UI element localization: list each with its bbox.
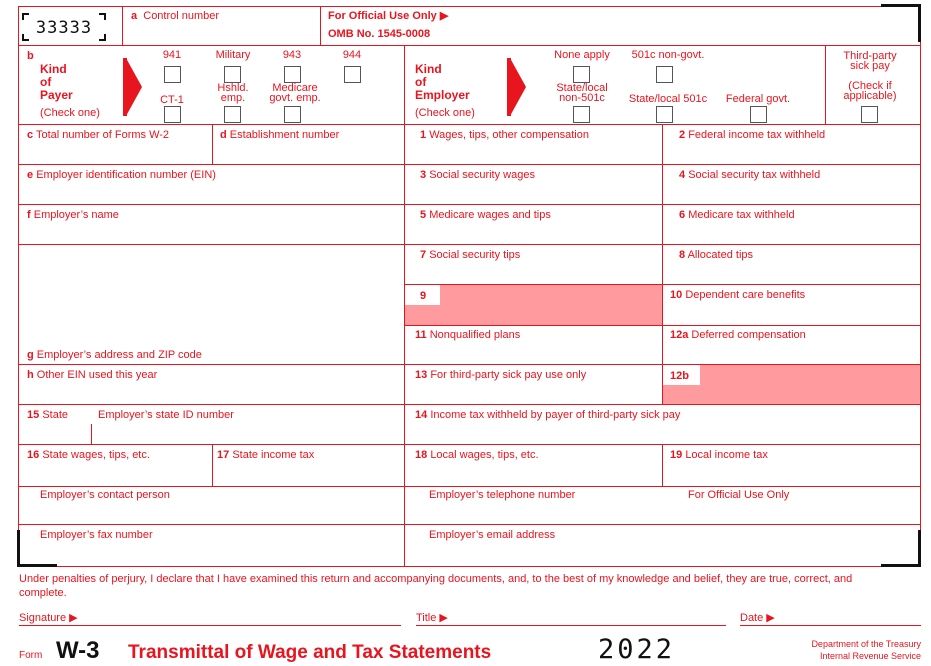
- payer-arrow-icon: [126, 58, 142, 116]
- form-title: Transmittal of Wage and Tax Statements: [128, 642, 492, 663]
- field-16-label: 16 State wages, tips, etc.: [27, 449, 150, 461]
- payer-medicare-checkbox[interactable]: [284, 106, 301, 123]
- right-line-486: [404, 486, 921, 487]
- signature-label: Signature ▶: [19, 612, 78, 624]
- left-line-486: [18, 486, 404, 487]
- employer-state501c-checkbox[interactable]: [656, 106, 673, 123]
- payer-941-checkbox[interactable]: [164, 66, 181, 83]
- field-15-label: 15 State: [27, 409, 68, 421]
- ctl-corner: [99, 13, 106, 15]
- field-5-label: 5 Medicare wages and tips: [420, 209, 551, 221]
- employer-state-label-1: State/local: [556, 82, 608, 94]
- divider-state-tick: [91, 424, 92, 444]
- form-name: W-3: [56, 637, 100, 664]
- title-label: Title ▶: [416, 612, 448, 624]
- field-3-label: 3 Social security wages: [420, 169, 535, 181]
- field-state-id-label: Employer’s state ID number: [98, 409, 234, 421]
- third-party-checkbox[interactable]: [861, 106, 878, 123]
- title-line: [416, 625, 726, 626]
- official-use-top: For Official Use Only ▶: [328, 10, 449, 22]
- frame-top: [18, 6, 921, 7]
- field-10-label: 10 Dependent care benefits: [670, 289, 806, 301]
- left-line-524: [18, 524, 404, 525]
- divider-right-col: [662, 124, 663, 405]
- third-party-label-3: (Check if: [848, 80, 892, 92]
- payer-hshld-checkbox[interactable]: [224, 106, 241, 123]
- row-line-top: [18, 45, 921, 46]
- left-line-164: [18, 164, 404, 165]
- payer-941-label: 941: [162, 49, 182, 61]
- ctl-corner: [22, 39, 29, 41]
- left-line-204: [18, 204, 404, 205]
- employer-title-1: Kind: [415, 62, 442, 76]
- left-line-404: [18, 404, 404, 405]
- field-9-label: 9: [420, 290, 427, 302]
- payer-military-checkbox[interactable]: [224, 66, 241, 83]
- corner-tr-v: [918, 4, 921, 42]
- field-d-label: d Establishment number: [220, 129, 340, 141]
- box9-shade-low: [405, 305, 441, 325]
- corner-tr-h: [881, 4, 921, 7]
- ctl-corner: [22, 13, 29, 15]
- payer-military-label: Military: [215, 49, 251, 61]
- field-13-label: 13 For third-party sick pay use only: [415, 369, 587, 381]
- employer-none-label: None apply: [554, 49, 610, 61]
- field-official-use-label: For Official Use Only: [688, 489, 790, 501]
- employer-none-checkbox[interactable]: [573, 66, 590, 83]
- row-line-kind: [18, 124, 921, 125]
- box9-shade: [440, 285, 662, 325]
- corner-br-h: [881, 564, 921, 567]
- employer-state-checkbox[interactable]: [573, 106, 590, 123]
- payer-title-2: of: [40, 75, 52, 89]
- corner-bl-v: [17, 530, 20, 567]
- payer-943-checkbox[interactable]: [284, 66, 301, 83]
- field-1-label: 1 Wages, tips, other compensation: [420, 129, 589, 141]
- field-12a-label: 12a Deferred compensation: [670, 329, 806, 341]
- box12b-shade: [700, 365, 920, 404]
- date-label: Date ▶: [740, 612, 775, 624]
- left-line-364: [18, 364, 404, 365]
- form-year: 2022: [598, 634, 676, 665]
- employer-501c-checkbox[interactable]: [656, 66, 673, 83]
- field-17-label: 17 State income tax: [217, 449, 315, 461]
- control-label: a Control number: [131, 10, 220, 22]
- divider-18-19: [662, 444, 663, 486]
- perjury-line-1: Under penalties of perjury, I declare that I have examined this return and accompanying documents, and, to the best of my knowledge and belief, they are true, correct, and: [19, 573, 853, 585]
- field-19-label: 19 Local income tax: [670, 449, 768, 461]
- employer-state501c-label: State/local 501c: [628, 93, 708, 105]
- field-f-label: f Employer’s name: [27, 209, 119, 221]
- right-line-524: [404, 524, 921, 525]
- employer-501c-label: 501c non-govt.: [631, 49, 705, 61]
- field-c-label: c Total number of Forms W-2: [27, 129, 170, 141]
- payer-title-3: Payer: [40, 88, 73, 102]
- field-12b-label: 12b: [670, 370, 689, 382]
- divider-control: [122, 6, 123, 46]
- third-party-label-2: sick pay: [850, 60, 890, 72]
- employer-check-one: (Check one): [415, 107, 475, 119]
- corner-br-v: [918, 530, 921, 567]
- payer-ct1-checkbox[interactable]: [164, 106, 181, 123]
- corner-bl-h: [17, 564, 57, 567]
- divider-thirdparty: [825, 45, 826, 125]
- control-number-box[interactable]: [22, 13, 106, 41]
- employer-federal-label: Federal govt.: [725, 93, 791, 105]
- field-7-label: 7 Social security tips: [420, 249, 521, 261]
- payer-944-label: 944: [342, 49, 362, 61]
- employer-title-3: Employer: [415, 88, 470, 102]
- field-phone-label: Employer’s telephone number: [429, 489, 576, 501]
- left-line-444: [18, 444, 404, 445]
- payer-943-label: 943: [282, 49, 302, 61]
- left-line-244: [18, 244, 404, 245]
- field-fax-label: Employer’s fax number: [40, 529, 153, 541]
- field-h-label: h Other EIN used this year: [27, 369, 158, 381]
- field-2-label: 2 Federal income tax withheld: [679, 129, 826, 141]
- payer-title-1: Kind: [40, 62, 67, 76]
- third-party-label-1: Third-party: [843, 50, 897, 62]
- employer-federal-checkbox[interactable]: [750, 106, 767, 123]
- third-party-label-4: applicable): [843, 90, 897, 102]
- date-line: [740, 625, 921, 626]
- divider-c-d: [212, 124, 213, 164]
- control-number-value: 33333: [35, 18, 93, 38]
- perjury-line-2: complete.: [19, 587, 67, 599]
- field-14-label: 14 Income tax withheld by payer of third-party sick pay: [415, 409, 681, 421]
- dept-line-2: Internal Revenue Service: [819, 651, 921, 661]
- payer-ct1-label: CT-1: [160, 94, 184, 106]
- frame-bottom: [18, 566, 921, 567]
- employer-title-2: of: [415, 75, 427, 89]
- payer-hshld-label-1: Hshld.: [217, 82, 249, 94]
- divider-16-17: [212, 444, 213, 486]
- employer-arrow-icon: [510, 58, 526, 116]
- frame-left: [18, 6, 19, 567]
- payer-medicare-label-1: Medicare: [272, 82, 318, 94]
- field-8-label: 8 Allocated tips: [679, 249, 754, 261]
- payer-hshld-label-2: emp.: [220, 92, 246, 104]
- ctl-corner: [99, 39, 106, 41]
- payer-letter: b: [27, 50, 34, 62]
- payer-check-one: (Check one): [40, 107, 100, 119]
- field-contact-label: Employer’s contact person: [40, 489, 170, 501]
- divider-official: [320, 6, 321, 46]
- field-email-label: Employer’s email address: [429, 529, 556, 541]
- field-6-label: 6 Medicare tax withheld: [679, 209, 795, 221]
- dept-line-1: Department of the Treasury: [811, 639, 921, 649]
- field-g-label: g Employer’s address and ZIP code: [27, 349, 202, 361]
- box12b-shade-low: [663, 385, 701, 404]
- field-18-label: 18 Local wages, tips, etc.: [415, 449, 539, 461]
- field-e-label: e Employer identification number (EIN): [27, 169, 216, 181]
- payer-944-checkbox[interactable]: [344, 66, 361, 83]
- field-11-label: 11 Nonqualified plans: [415, 329, 521, 341]
- field-4-label: 4 Social security tax withheld: [679, 169, 821, 181]
- frame-right: [920, 6, 921, 567]
- payer-medicare-label-2: govt. emp.: [269, 92, 321, 104]
- form-word: Form: [19, 650, 43, 661]
- signature-line: [19, 625, 401, 626]
- employer-state-label-2: non-501c: [559, 92, 605, 104]
- omb-number: OMB No. 1545-0008: [328, 28, 431, 40]
